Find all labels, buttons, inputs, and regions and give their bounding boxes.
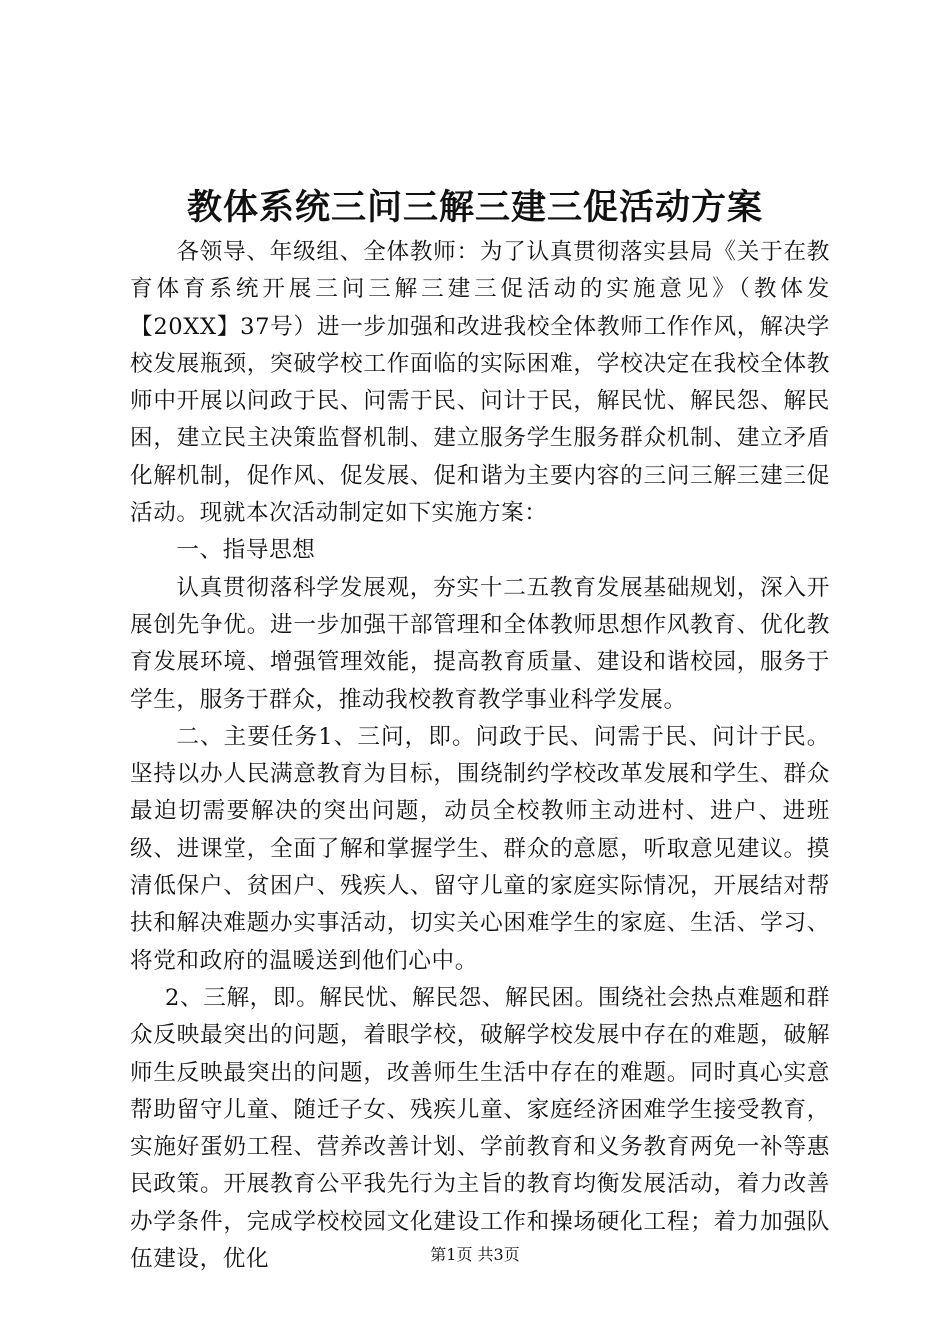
guiding-thought-paragraph: 认真贯彻落科学发展观，夯实十二五教育发展基础规划，深入开展创先争优。进一步加强干部管理和全体教师思想作风教育、优化教育发展环境、增强管理效能，提高教育质量、建设和谐校园，服务于学生，服务于群众，推动我校教育教学事业科学发展。 xyxy=(130,574,830,713)
document-body xyxy=(130,234,830,1278)
main-tasks-paragraph: 二、主要任务1、三问，即。问政于民、问需于民、问计于民。坚持以办人民满意教育为目标，围绕制约学校改革发展和学生、群众最迫切需要解决的突出问题，动员全校教师主动进村、进户、进班级、进课堂，全面了解和掌握学生、群众的意愿，听取意见建议。摸清低保户、贫困户、残疾人、留守儿童的家庭实际情况，开展结对帮扶和解决难题办实事活动，切实关心困难学生的家庭、生活、学习、将党和政府的温暖送到他们心中。 xyxy=(130,723,830,974)
intro-paragraph: 各领导、年级组、全体教师：为了认真贯彻落实县局《关于在教育体育系统开展三问三解三建三促活动的实施意见》（教体发【20XX】37号）进一步加强和改进我校全体教师工作作风，解决学校发展瓶颈，突破学校工作面临的实际困难，学校决定在我校全体教师中开展以问政于民、问需于民、问计于民，解民忧、解民怨、解民困，建立民主决策监督机制、建立服务学生服务群众机制、建立矛盾化解机制，促作风、促发展、促和谐为主要内容的三问三解三建三促活动。现就本次活动制定如下实施方案： xyxy=(130,239,830,527)
document-title: 教体系统三问三解三建三促活动方案 xyxy=(186,187,763,228)
three-solutions-paragraph: 2、三解，即。解民忧、解民怨、解民困。围绕社会热点难题和群众反映最突出的问题，着眼学校，破解学校发展中存在的难题，破解师生反映最突出的问题，改善师生生活中存在的难题。同时真心实意帮助留守儿童、随迁子女、残疾儿童、家庭经济困难学生接受教育，实施好蛋奶工程、营养改善计划、学前教育和义务教育两免一补等惠民政策。开展教育公平我先行为主旨的教育均衡发展活动，着力改善办学条件，完成学校校园文化建设工作和操场硬化工程；着力加强队伍建设，优化 xyxy=(130,984,830,1273)
page-number-footer: 第1页 共3页 xyxy=(430,1245,520,1264)
section-heading-guiding-thought: 一、指导思想 xyxy=(176,537,316,564)
